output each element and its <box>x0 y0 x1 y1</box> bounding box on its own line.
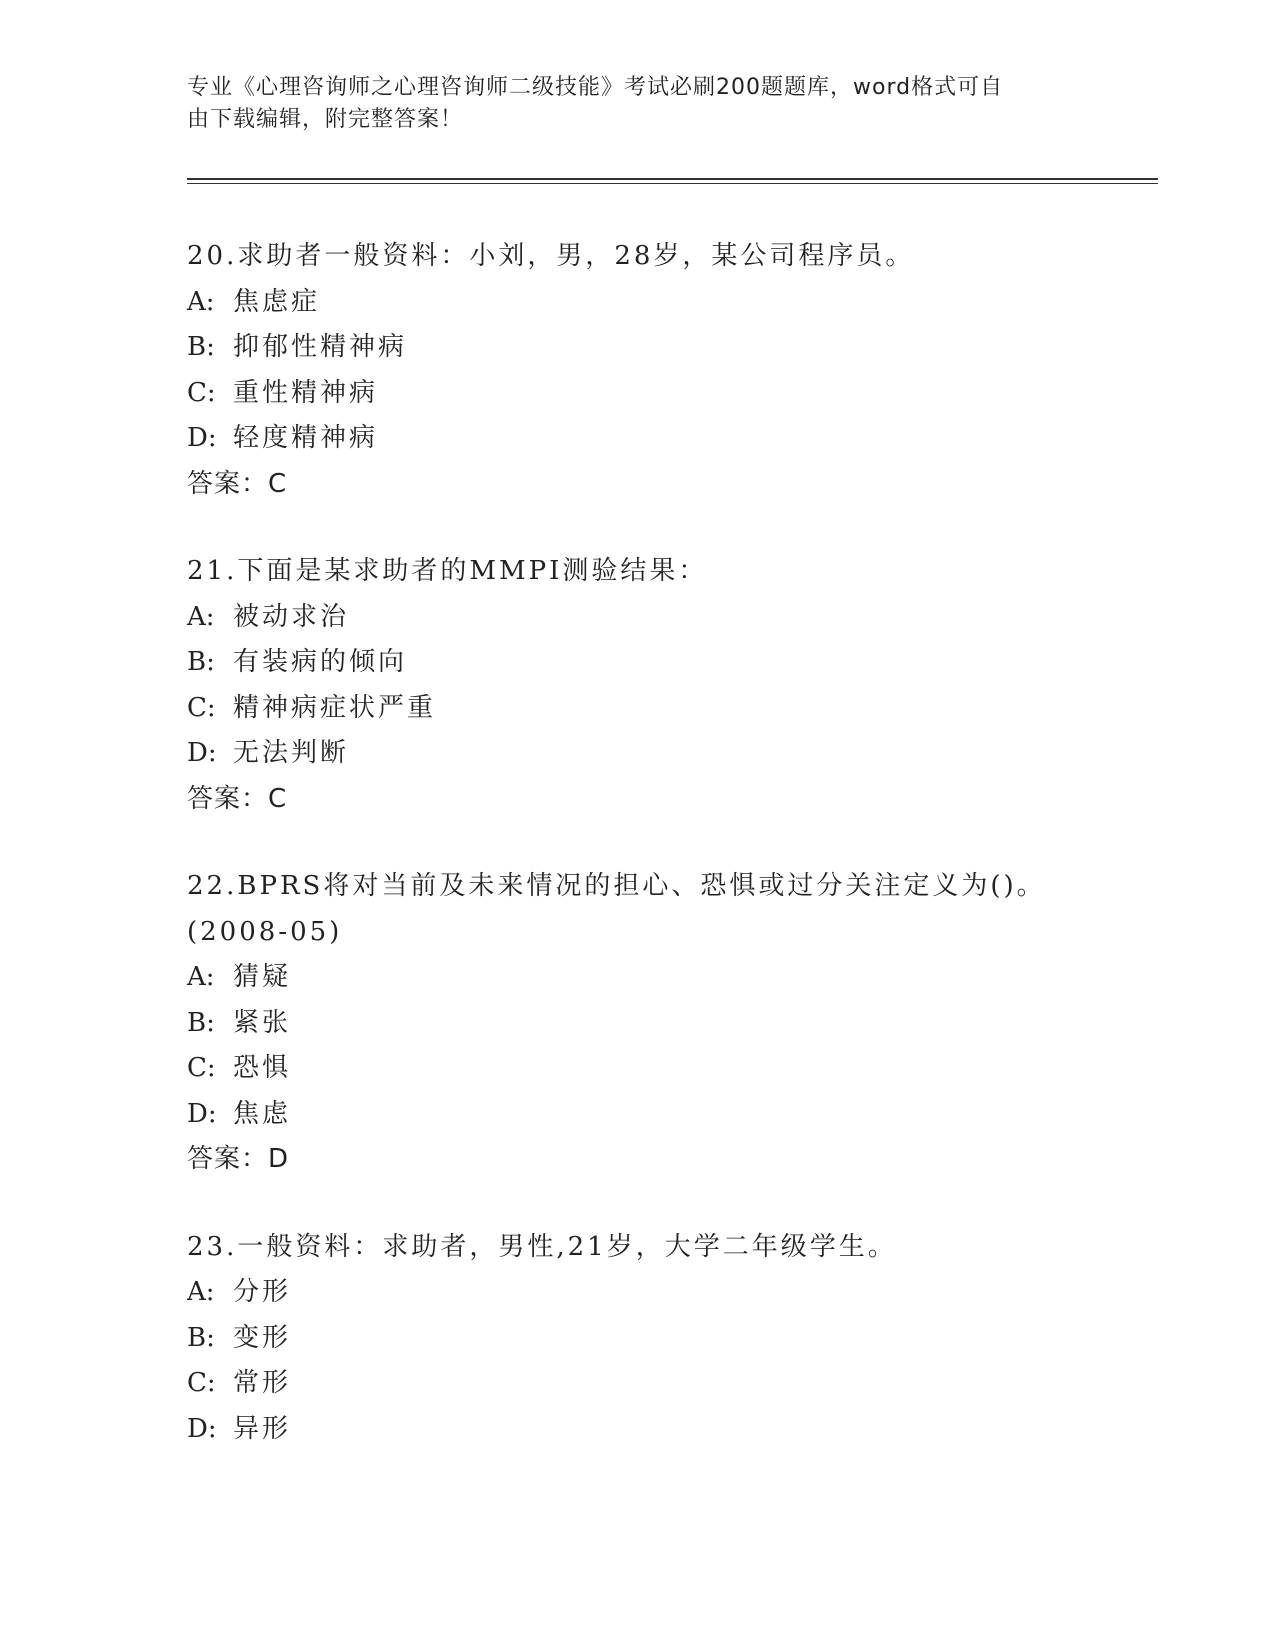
option-text: 重性精神病 <box>233 377 379 408</box>
question-list <box>187 234 1167 1494</box>
option-d <box>187 1092 1167 1138</box>
option-label: D: <box>187 738 217 768</box>
question-21 <box>187 549 1167 822</box>
option-c <box>187 1361 1167 1407</box>
option-text: 焦虑症 <box>233 286 321 317</box>
option-label: C: <box>187 1368 216 1398</box>
option-a <box>187 595 1167 641</box>
option-text: 焦虑 <box>233 1098 292 1129</box>
option-text: 猜疑 <box>233 962 292 992</box>
option-text: 无法判断 <box>233 738 350 768</box>
option-label: B: <box>187 1322 215 1353</box>
header-divider-top <box>187 178 1158 180</box>
option-a <box>187 1270 1167 1316</box>
option-label: A: <box>187 286 215 317</box>
option-label: A: <box>187 601 215 632</box>
option-text: 恐惧 <box>233 1053 292 1083</box>
question-text-continued: (2008-05) <box>187 916 343 947</box>
answer: 答案：D <box>187 1144 290 1174</box>
question-text: 23.一般资料：求助者，男性,21岁，大学二年级学生。 <box>187 1231 897 1262</box>
option-d <box>187 416 1167 462</box>
question-text: 20.求助者一般资料：小刘，男，28岁，某公司程序员。 <box>187 241 915 271</box>
option-a <box>187 955 1167 1001</box>
option-b <box>187 640 1167 686</box>
option-label: D: <box>187 1413 217 1444</box>
option-c <box>187 686 1167 732</box>
option-label: A: <box>187 962 215 992</box>
header-divider-bottom <box>187 183 1158 184</box>
document-header <box>187 72 1087 136</box>
option-label: D: <box>187 423 217 453</box>
option-text: 抑郁性精神病 <box>233 332 408 362</box>
option-label: D: <box>187 1098 217 1129</box>
option-label: B: <box>187 1007 215 1038</box>
option-d <box>187 731 1167 777</box>
header-line-2: 由下载编辑，附完整答案！ <box>187 107 464 132</box>
option-label: C: <box>187 1053 216 1083</box>
question-text: 21.下面是某求助者的MMPI测验结果： <box>187 556 708 586</box>
option-text: 分形 <box>233 1277 292 1307</box>
option-text: 异形 <box>233 1413 292 1444</box>
option-d <box>187 1407 1167 1453</box>
answer: 答案：C <box>187 783 288 814</box>
option-label: C: <box>187 692 216 723</box>
option-text: 变形 <box>233 1322 292 1353</box>
option-text: 被动求治 <box>233 601 350 632</box>
option-label: A: <box>187 1277 215 1307</box>
option-c <box>187 1046 1167 1092</box>
header-line-1: 专业《心理咨询师之心理咨询师二级技能》考试必刷200题题库，word格式可自 <box>187 75 1004 100</box>
option-text: 精神病症状严重 <box>233 692 437 723</box>
option-label: B: <box>187 332 215 362</box>
option-label: B: <box>187 647 215 677</box>
option-label: C: <box>187 377 216 408</box>
option-text: 紧张 <box>233 1007 292 1038</box>
option-b <box>187 1001 1167 1047</box>
answer: 答案：C <box>187 468 288 499</box>
option-text: 轻度精神病 <box>233 423 379 453</box>
question-22 <box>187 864 1167 1183</box>
option-c <box>187 371 1167 417</box>
question-20 <box>187 234 1167 507</box>
question-text: 22.BPRS将对当前及未来情况的担心、恐惧或过分关注定义为()。 <box>187 871 1046 901</box>
option-b <box>187 1316 1167 1362</box>
question-23 <box>187 1225 1167 1453</box>
option-a <box>187 280 1167 326</box>
option-text: 常形 <box>233 1368 292 1398</box>
option-text: 有装病的倾向 <box>233 647 408 677</box>
option-b <box>187 325 1167 371</box>
